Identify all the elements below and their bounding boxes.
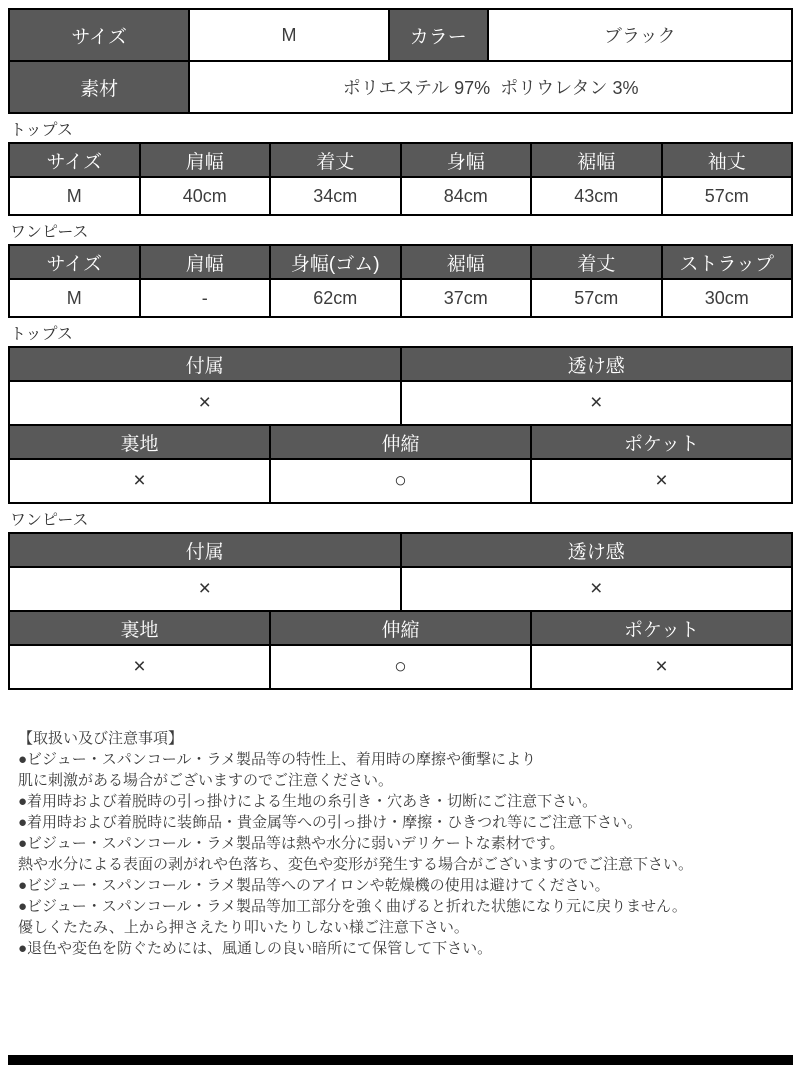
column-header-cell: 身幅 xyxy=(401,143,532,177)
measurement-value-cell: 57cm xyxy=(531,279,662,317)
column-header-cell: ストラップ xyxy=(662,245,793,279)
measurement-value-cell: M xyxy=(9,279,140,317)
tops-features-table xyxy=(8,346,793,504)
tops-features-value-row-1 xyxy=(9,381,792,425)
care-note-line: 熱や水分による表面の剥がれや色落ち、変色や変形が発生する場合がございますのでご注意下さい。 xyxy=(18,856,694,873)
spec-table xyxy=(8,8,793,114)
material-header-cell: 素材 xyxy=(9,61,189,113)
feature-mark-cell: × xyxy=(9,459,270,503)
care-note-line: ●ビジュー・スパンコール・ラメ製品等加工部分を強く曲げると折れた状態になり元に戻りません。 xyxy=(18,898,687,915)
feature-header-cell: 透け感 xyxy=(401,347,793,381)
care-note-line: 肌に刺激がある場合がございますのでご注意ください。 xyxy=(18,772,394,789)
column-header-cell: 着丈 xyxy=(270,143,401,177)
measurement-value-cell: - xyxy=(140,279,271,317)
column-header-cell: サイズ xyxy=(9,245,140,279)
feature-mark-cell: × xyxy=(9,645,270,689)
feature-mark-cell: ○ xyxy=(270,645,531,689)
feature-header-cell: 裏地 xyxy=(9,425,270,459)
tops-features-value-row-2 xyxy=(9,459,792,503)
feature-header-cell: ポケット xyxy=(531,611,792,645)
column-header-cell: 身幅(ゴム) xyxy=(270,245,401,279)
feature-mark-cell: × xyxy=(531,459,792,503)
measurement-value-cell: 34cm xyxy=(270,177,401,215)
bottom-divider-bar xyxy=(8,1055,793,1065)
feature-mark-cell: × xyxy=(9,381,401,425)
care-note-line: ●着用時および着脱時に装飾品・貴金属等への引っ掛け・摩擦・ひきつれ等にご注意下さい。 xyxy=(18,814,643,831)
care-note-line: ●着用時および着脱時の引っ掛けによる生地の糸引き・穴あき・切断にご注意下さい。 xyxy=(18,793,598,810)
color-value-cell: ブラック xyxy=(488,9,792,61)
measurement-value-cell: 84cm xyxy=(401,177,532,215)
tops-measurements-table xyxy=(8,142,793,216)
dress-measurements-value-row xyxy=(9,279,792,317)
section-label-dress-features: ワンピース xyxy=(10,512,89,529)
feature-header-cell: 付属 xyxy=(9,533,401,567)
measurement-value-cell: 57cm xyxy=(662,177,793,215)
column-header-cell: 裾幅 xyxy=(401,245,532,279)
column-header-cell: 着丈 xyxy=(531,245,662,279)
section-label-dress-measurements: ワンピース xyxy=(10,224,89,241)
dress-measurements-header-row xyxy=(9,245,792,279)
spec-row-material xyxy=(9,61,792,113)
dress-features-value-row-1 xyxy=(9,567,792,611)
tops-features-header-row-2 xyxy=(9,425,792,459)
care-note-line: 優しくたたみ、上から押さえたり叩いたりしない様ご注意下さい。 xyxy=(18,919,469,936)
tops-measurements-header-row xyxy=(9,143,792,177)
dress-features-value-row-2 xyxy=(9,645,792,689)
column-header-cell: 肩幅 xyxy=(140,245,271,279)
feature-mark-cell: × xyxy=(531,645,792,689)
care-notes-title: 【取扱い及び注意事項】 xyxy=(18,730,184,747)
size-value-cell: M xyxy=(189,9,389,61)
dress-features-header-row-2 xyxy=(9,611,792,645)
measurement-value-cell: 40cm xyxy=(140,177,271,215)
dress-features-table xyxy=(8,532,793,690)
feature-mark-cell: × xyxy=(9,567,401,611)
feature-header-cell: 伸縮 xyxy=(270,611,531,645)
feature-mark-cell: × xyxy=(401,567,793,611)
feature-header-cell: 裏地 xyxy=(9,611,270,645)
material-value-cell: ポリエステル 97% ポリウレタン 3% xyxy=(189,61,792,113)
size-header-cell: サイズ xyxy=(9,9,189,61)
measurement-value-cell: 37cm xyxy=(401,279,532,317)
dress-features-header-row-1 xyxy=(9,533,792,567)
column-header-cell: 肩幅 xyxy=(140,143,271,177)
dress-measurements-table xyxy=(8,244,793,318)
section-label-tops-measurements: トップス xyxy=(10,122,73,139)
feature-header-cell: ポケット xyxy=(531,425,792,459)
measurement-value-cell: 62cm xyxy=(270,279,401,317)
care-note-line: ●退色や変色を防ぐためには、風通しの良い暗所にて保管して下さい。 xyxy=(18,940,493,957)
feature-mark-cell: × xyxy=(401,381,793,425)
measurement-value-cell: 30cm xyxy=(662,279,793,317)
color-header-cell: カラー xyxy=(389,9,488,61)
care-note-line: ●ビジュー・スパンコール・ラメ製品等の特性上、着用時の摩擦や衝撃により xyxy=(18,751,537,768)
feature-header-cell: 付属 xyxy=(9,347,401,381)
column-header-cell: サイズ xyxy=(9,143,140,177)
care-note-line: ●ビジュー・スパンコール・ラメ製品等は熱や水分に弱いデリケートな素材です。 xyxy=(18,835,565,852)
column-header-cell: 裾幅 xyxy=(531,143,662,177)
column-header-cell: 袖丈 xyxy=(662,143,793,177)
measurement-value-cell: M xyxy=(9,177,140,215)
care-note-line: ●ビジュー・スパンコール・ラメ製品等へのアイロンや乾燥機の使用は避けてください。 xyxy=(18,877,610,894)
measurement-value-cell: 43cm xyxy=(531,177,662,215)
feature-mark-cell: ○ xyxy=(270,459,531,503)
care-notes-block xyxy=(18,728,798,959)
tops-measurements-value-row xyxy=(9,177,792,215)
feature-header-cell: 透け感 xyxy=(401,533,793,567)
tops-features-header-row-1 xyxy=(9,347,792,381)
spec-row-size-color xyxy=(9,9,792,61)
section-label-tops-features: トップス xyxy=(10,326,73,343)
feature-header-cell: 伸縮 xyxy=(270,425,531,459)
